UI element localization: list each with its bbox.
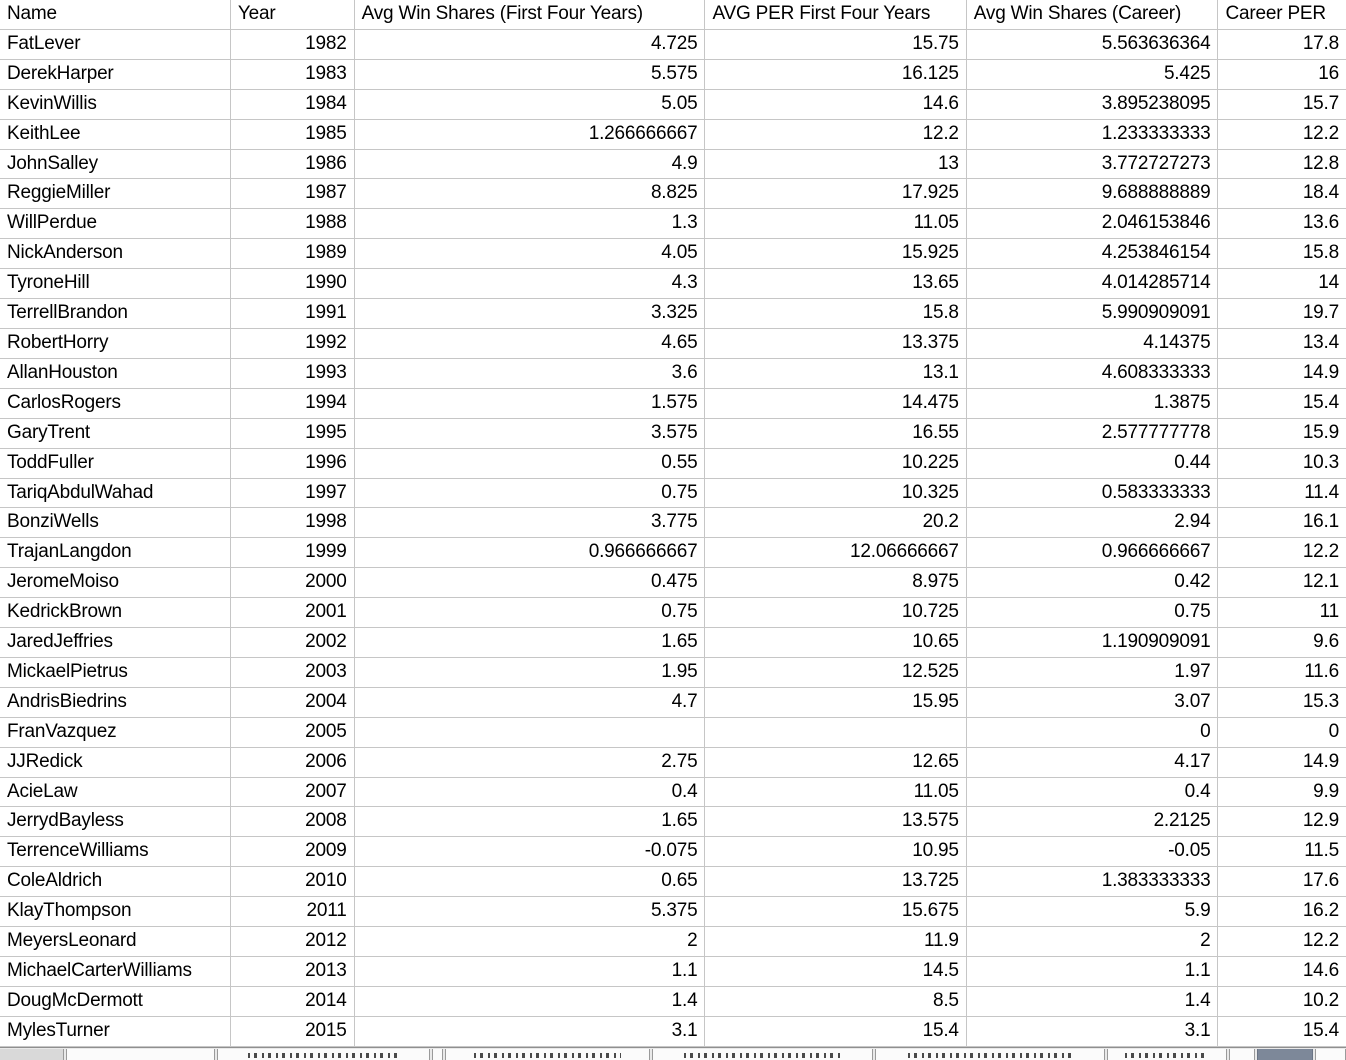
cell-perc-1997[interactable]: 11.4 [1218, 478, 1346, 508]
table-row [0, 358, 1346, 388]
table-row [0, 897, 1346, 927]
cell-name-2012[interactable]: MeyersLeonard [0, 927, 230, 957]
sheet-tab[interactable] [66, 1049, 215, 1060]
cell-wsc-2006[interactable]: 4.17 [966, 747, 1218, 777]
sheet-tab[interactable] [445, 1049, 650, 1060]
cell-name-2002[interactable]: JaredJeffries [0, 628, 230, 658]
cell-per4-2007[interactable]: 11.05 [705, 777, 966, 807]
cell-perc-2007[interactable]: 9.9 [1218, 777, 1346, 807]
header-cell-wsc[interactable]: Avg Win Shares (Career) [966, 0, 1218, 29]
cell-per4-2004[interactable]: 15.95 [705, 687, 966, 717]
cell-per4-1987[interactable]: 17.925 [705, 179, 966, 209]
table-row [0, 29, 1346, 59]
cell-perc-1986[interactable]: 12.8 [1218, 149, 1346, 179]
cell-name-2006[interactable]: JJRedick [0, 747, 230, 777]
sheet-tab[interactable] [1229, 1049, 1255, 1060]
cell-per4-1985[interactable]: 12.2 [705, 119, 966, 149]
cell-perc-1998[interactable]: 16.1 [1218, 508, 1346, 538]
cell-wsc-1985[interactable]: 1.233333333 [966, 119, 1218, 149]
cell-name-1989[interactable]: NickAnderson [0, 239, 230, 269]
cell-name-1998[interactable]: BonziWells [0, 508, 230, 538]
cell-ws4-1993[interactable]: 3.6 [354, 358, 705, 388]
cell-name-2009[interactable]: TerrenceWilliams [0, 837, 230, 867]
cell-year-2011[interactable]: 2011 [230, 897, 354, 927]
cell-year-1992[interactable]: 1992 [230, 328, 354, 358]
cell-per4-1997[interactable]: 10.325 [705, 478, 966, 508]
cell-year-2006[interactable]: 2006 [230, 747, 354, 777]
cell-per4-2002[interactable]: 10.65 [705, 628, 966, 658]
table-row [0, 209, 1346, 239]
sheet-tab-label-clipped [474, 1053, 620, 1058]
cell-name-1994[interactable]: CarlosRogers [0, 388, 230, 418]
cell-wsc-2015[interactable]: 3.1 [966, 1016, 1218, 1046]
cell-per4-2011[interactable]: 15.675 [705, 897, 966, 927]
cell-perc-2014[interactable]: 10.2 [1218, 986, 1346, 1016]
cell-year-1983[interactable]: 1983 [230, 59, 354, 89]
cell-wsc-2013[interactable]: 1.1 [966, 957, 1218, 987]
cell-per4-1992[interactable]: 13.375 [705, 328, 966, 358]
table-row [0, 717, 1346, 747]
cell-ws4-1996[interactable]: 0.55 [354, 448, 705, 478]
cell-perc-1989[interactable]: 15.8 [1218, 239, 1346, 269]
cell-wsc-1991[interactable]: 5.990909091 [966, 299, 1218, 329]
cell-per4-1984[interactable]: 14.6 [705, 89, 966, 119]
table-row [0, 179, 1346, 209]
table-row [0, 927, 1346, 957]
table-row [0, 299, 1346, 329]
cell-per4-2015[interactable]: 15.4 [705, 1016, 966, 1046]
cell-per4-1996[interactable]: 10.225 [705, 448, 966, 478]
sheet-tab[interactable] [1107, 1049, 1227, 1060]
table-row [0, 328, 1346, 358]
table-body [0, 29, 1346, 1046]
cell-wsc-1983[interactable]: 5.425 [966, 59, 1218, 89]
cell-ws4-1999[interactable]: 0.966666667 [354, 538, 705, 568]
cell-year-2003[interactable]: 2003 [230, 657, 354, 687]
cell-name-1983[interactable]: DerekHarper [0, 59, 230, 89]
header-cell-ws4[interactable]: Avg Win Shares (First Four Years) [354, 0, 705, 29]
cell-ws4-2015[interactable]: 3.1 [354, 1016, 705, 1046]
cell-year-1994[interactable]: 1994 [230, 388, 354, 418]
table-row [0, 598, 1346, 628]
cell-perc-1984[interactable]: 15.7 [1218, 89, 1346, 119]
cell-perc-2003[interactable]: 11.6 [1218, 657, 1346, 687]
cell-year-2002[interactable]: 2002 [230, 628, 354, 658]
header-cell-year[interactable]: Year [230, 0, 354, 29]
cell-ws4-2010[interactable]: 0.65 [354, 867, 705, 897]
cell-ws4-1998[interactable]: 3.775 [354, 508, 705, 538]
cell-per4-1993[interactable]: 13.1 [705, 358, 966, 388]
cell-year-1990[interactable]: 1990 [230, 269, 354, 299]
cell-per4-2009[interactable]: 10.95 [705, 837, 966, 867]
cell-perc-1999[interactable]: 12.2 [1218, 538, 1346, 568]
cell-wsc-2008[interactable]: 2.2125 [966, 807, 1218, 837]
sheet-tab[interactable] [875, 1049, 1105, 1060]
cell-wsc-2007[interactable]: 0.4 [966, 777, 1218, 807]
header-cell-per4[interactable]: AVG PER First Four Years [705, 0, 966, 29]
cell-ws4-2006[interactable]: 2.75 [354, 747, 705, 777]
cell-perc-2005[interactable]: 0 [1218, 717, 1346, 747]
cell-perc-2006[interactable]: 14.9 [1218, 747, 1346, 777]
cell-ws4-1989[interactable]: 4.05 [354, 239, 705, 269]
cell-ws4-1988[interactable]: 1.3 [354, 209, 705, 239]
cell-perc-2015[interactable]: 15.4 [1218, 1016, 1346, 1046]
cell-year-2001[interactable]: 2001 [230, 598, 354, 628]
cell-year-2004[interactable]: 2004 [230, 687, 354, 717]
cell-per4-1998[interactable]: 20.2 [705, 508, 966, 538]
cell-perc-2002[interactable]: 9.6 [1218, 628, 1346, 658]
sheet-tab-bar [0, 1047, 1346, 1060]
cell-perc-1994[interactable]: 15.4 [1218, 388, 1346, 418]
tab-scroll-control[interactable] [0, 1049, 64, 1060]
header-cell-perc[interactable]: Career PER [1218, 0, 1346, 29]
cell-per4-1995[interactable]: 16.55 [705, 418, 966, 448]
table-row [0, 478, 1346, 508]
cell-wsc-2014[interactable]: 1.4 [966, 986, 1218, 1016]
cell-ws4-2014[interactable]: 1.4 [354, 986, 705, 1016]
cell-perc-2011[interactable]: 16.2 [1218, 897, 1346, 927]
table-row [0, 657, 1346, 687]
cell-ws4-2004[interactable]: 4.7 [354, 687, 705, 717]
cell-name-1999[interactable]: TrajanLangdon [0, 538, 230, 568]
cell-year-2012[interactable]: 2012 [230, 927, 354, 957]
cell-wsc-2005[interactable]: 0 [966, 717, 1218, 747]
cell-ws4-1982[interactable]: 4.725 [354, 29, 705, 59]
cell-year-1998[interactable]: 1998 [230, 508, 354, 538]
cell-year-1984[interactable]: 1984 [230, 89, 354, 119]
cell-perc-2010[interactable]: 17.6 [1218, 867, 1346, 897]
cell-per4-1989[interactable]: 15.925 [705, 239, 966, 269]
cell-name-1985[interactable]: KeithLee [0, 119, 230, 149]
cell-ws4-1997[interactable]: 0.75 [354, 478, 705, 508]
cell-perc-1988[interactable]: 13.6 [1218, 209, 1346, 239]
cell-perc-1982[interactable]: 17.8 [1218, 29, 1346, 59]
cell-perc-2001[interactable]: 11 [1218, 598, 1346, 628]
cell-year-1999[interactable]: 1999 [230, 538, 354, 568]
table-row [0, 747, 1346, 777]
cell-ws4-1992[interactable]: 4.65 [354, 328, 705, 358]
cell-wsc-1996[interactable]: 0.44 [966, 448, 1218, 478]
cell-year-2009[interactable]: 2009 [230, 837, 354, 867]
cell-ws4-1985[interactable]: 1.266666667 [354, 119, 705, 149]
cell-perc-2000[interactable]: 12.1 [1218, 568, 1346, 598]
cell-name-1984[interactable]: KevinWillis [0, 89, 230, 119]
cell-perc-1993[interactable]: 14.9 [1218, 358, 1346, 388]
cell-perc-2004[interactable]: 15.3 [1218, 687, 1346, 717]
cell-ws4-1984[interactable]: 5.05 [354, 89, 705, 119]
cell-ws4-2005[interactable] [354, 717, 705, 747]
cell-ws4-1995[interactable]: 3.575 [354, 418, 705, 448]
cell-per4-1991[interactable]: 15.8 [705, 299, 966, 329]
cell-year-1996[interactable]: 1996 [230, 448, 354, 478]
sheet-tab-label-clipped [684, 1053, 842, 1058]
cell-wsc-1995[interactable]: 2.577777778 [966, 418, 1218, 448]
cell-per4-2006[interactable]: 12.65 [705, 747, 966, 777]
cell-year-1985[interactable]: 1985 [230, 119, 354, 149]
cell-per4-1983[interactable]: 16.125 [705, 59, 966, 89]
sheet-tab[interactable] [432, 1049, 443, 1060]
cell-wsc-1982[interactable]: 5.563636364 [966, 29, 1218, 59]
table-row [0, 508, 1346, 538]
cell-year-1993[interactable]: 1993 [230, 358, 354, 388]
cell-wsc-1999[interactable]: 0.966666667 [966, 538, 1218, 568]
cell-wsc-2011[interactable]: 5.9 [966, 897, 1218, 927]
cell-name-1986[interactable]: JohnSalley [0, 149, 230, 179]
cell-wsc-2012[interactable]: 2 [966, 927, 1218, 957]
cell-year-1987[interactable]: 1987 [230, 179, 354, 209]
cell-per4-2010[interactable]: 13.725 [705, 867, 966, 897]
sheet-tab[interactable] [652, 1049, 873, 1060]
table-row [0, 628, 1346, 658]
cell-ws4-1991[interactable]: 3.325 [354, 299, 705, 329]
cell-year-1986[interactable]: 1986 [230, 149, 354, 179]
cell-year-2013[interactable]: 2013 [230, 957, 354, 987]
cell-perc-2009[interactable]: 11.5 [1218, 837, 1346, 867]
table-row [0, 957, 1346, 987]
cell-name-2003[interactable]: MickaelPietrus [0, 657, 230, 687]
cell-perc-1991[interactable]: 19.7 [1218, 299, 1346, 329]
cell-wsc-1993[interactable]: 4.608333333 [966, 358, 1218, 388]
table-row [0, 1016, 1346, 1046]
cell-wsc-2010[interactable]: 1.383333333 [966, 867, 1218, 897]
table-row [0, 418, 1346, 448]
cell-wsc-1998[interactable]: 2.94 [966, 508, 1218, 538]
sheet-tab[interactable] [217, 1049, 430, 1060]
cell-wsc-1997[interactable]: 0.583333333 [966, 478, 1218, 508]
sheet-tab-label-clipped [1125, 1053, 1210, 1058]
cell-name-1992[interactable]: RobertHorry [0, 328, 230, 358]
cell-name-2010[interactable]: ColeAldrich [0, 867, 230, 897]
cell-wsc-1990[interactable]: 4.014285714 [966, 269, 1218, 299]
cell-wsc-1989[interactable]: 4.253846154 [966, 239, 1218, 269]
cell-year-1988[interactable]: 1988 [230, 209, 354, 239]
cell-perc-1985[interactable]: 12.2 [1218, 119, 1346, 149]
cell-name-1990[interactable]: TyroneHill [0, 269, 230, 299]
table-row [0, 867, 1346, 897]
cell-year-2000[interactable]: 2000 [230, 568, 354, 598]
cell-ws4-2000[interactable]: 0.475 [354, 568, 705, 598]
cell-ws4-1983[interactable]: 5.575 [354, 59, 705, 89]
cell-name-1988[interactable]: WillPerdue [0, 209, 230, 239]
cell-ws4-1994[interactable]: 1.575 [354, 388, 705, 418]
cell-wsc-2009[interactable]: -0.05 [966, 837, 1218, 867]
header-cell-name[interactable]: Name [0, 0, 230, 29]
cell-wsc-1986[interactable]: 3.772727273 [966, 149, 1218, 179]
cell-ws4-1987[interactable]: 8.825 [354, 179, 705, 209]
sheet-tab[interactable] [1315, 1049, 1346, 1060]
sheet-tab-label-clipped [248, 1053, 400, 1058]
cell-wsc-2001[interactable]: 0.75 [966, 598, 1218, 628]
cell-name-1993[interactable]: AllanHouston [0, 358, 230, 388]
cell-wsc-1984[interactable]: 3.895238095 [966, 89, 1218, 119]
cell-year-2015[interactable]: 2015 [230, 1016, 354, 1046]
cell-name-2004[interactable]: AndrisBiedrins [0, 687, 230, 717]
cell-per4-1999[interactable]: 12.06666667 [705, 538, 966, 568]
cell-ws4-2013[interactable]: 1.1 [354, 957, 705, 987]
table-row [0, 388, 1346, 418]
table-row [0, 986, 1346, 1016]
cell-name-2013[interactable]: MichaelCarterWilliams [0, 957, 230, 987]
cell-name-2015[interactable]: MylesTurner [0, 1016, 230, 1046]
table-row [0, 538, 1346, 568]
cell-name-1995[interactable]: GaryTrent [0, 418, 230, 448]
cell-name-2014[interactable]: DougMcDermott [0, 986, 230, 1016]
cell-ws4-2009[interactable]: -0.075 [354, 837, 705, 867]
cell-name-2008[interactable]: JerrydBayless [0, 807, 230, 837]
cell-name-2001[interactable]: KedrickBrown [0, 598, 230, 628]
cell-ws4-2007[interactable]: 0.4 [354, 777, 705, 807]
cell-wsc-2002[interactable]: 1.190909091 [966, 628, 1218, 658]
cell-per4-1988[interactable]: 11.05 [705, 209, 966, 239]
cell-name-1991[interactable]: TerrellBrandon [0, 299, 230, 329]
cell-name-1987[interactable]: ReggieMiller [0, 179, 230, 209]
cell-per4-2008[interactable]: 13.575 [705, 807, 966, 837]
cell-year-1989[interactable]: 1989 [230, 239, 354, 269]
cell-per4-2014[interactable]: 8.5 [705, 986, 966, 1016]
cell-perc-1996[interactable]: 10.3 [1218, 448, 1346, 478]
table-row [0, 269, 1346, 299]
table-row [0, 448, 1346, 478]
cell-perc-2008[interactable]: 12.9 [1218, 807, 1346, 837]
table-row [0, 239, 1346, 269]
cell-wsc-1994[interactable]: 1.3875 [966, 388, 1218, 418]
table-row [0, 807, 1346, 837]
header-row [0, 0, 1346, 29]
cell-name-1982[interactable]: FatLever [0, 29, 230, 59]
table-row [0, 149, 1346, 179]
table-row [0, 89, 1346, 119]
cell-wsc-2004[interactable]: 3.07 [966, 687, 1218, 717]
cell-perc-2013[interactable]: 14.6 [1218, 957, 1346, 987]
cell-perc-1992[interactable]: 13.4 [1218, 328, 1346, 358]
table-row [0, 687, 1346, 717]
cell-year-1997[interactable]: 1997 [230, 478, 354, 508]
cell-per4-1990[interactable]: 13.65 [705, 269, 966, 299]
cell-per4-1986[interactable]: 13 [705, 149, 966, 179]
cell-per4-2000[interactable]: 8.975 [705, 568, 966, 598]
cell-wsc-2003[interactable]: 1.97 [966, 657, 1218, 687]
cell-name-2007[interactable]: AcieLaw [0, 777, 230, 807]
table-row [0, 59, 1346, 89]
scrollbar-thumb[interactable] [1257, 1049, 1313, 1060]
cell-wsc-1988[interactable]: 2.046153846 [966, 209, 1218, 239]
cell-ws4-2008[interactable]: 1.65 [354, 807, 705, 837]
cell-year-2010[interactable]: 2010 [230, 867, 354, 897]
cell-name-1996[interactable]: ToddFuller [0, 448, 230, 478]
table-row [0, 777, 1346, 807]
table-row [0, 837, 1346, 867]
cell-perc-2012[interactable]: 12.2 [1218, 927, 1346, 957]
cell-ws4-2012[interactable]: 2 [354, 927, 705, 957]
cell-year-2005[interactable]: 2005 [230, 717, 354, 747]
cell-year-2014[interactable]: 2014 [230, 986, 354, 1016]
cell-per4-2013[interactable]: 14.5 [705, 957, 966, 987]
cell-per4-2003[interactable]: 12.525 [705, 657, 966, 687]
cell-year-2008[interactable]: 2008 [230, 807, 354, 837]
cell-ws4-2011[interactable]: 5.375 [354, 897, 705, 927]
cell-year-1991[interactable]: 1991 [230, 299, 354, 329]
cell-per4-2012[interactable]: 11.9 [705, 927, 966, 957]
cell-per4-2005[interactable] [705, 717, 966, 747]
cell-wsc-2000[interactable]: 0.42 [966, 568, 1218, 598]
cell-year-2007[interactable]: 2007 [230, 777, 354, 807]
cell-wsc-1987[interactable]: 9.688888889 [966, 179, 1218, 209]
cell-per4-2001[interactable]: 10.725 [705, 598, 966, 628]
cell-perc-1990[interactable]: 14 [1218, 269, 1346, 299]
cell-ws4-1986[interactable]: 4.9 [354, 149, 705, 179]
cell-ws4-2001[interactable]: 0.75 [354, 598, 705, 628]
cell-name-2000[interactable]: JeromeMoiso [0, 568, 230, 598]
cell-per4-1994[interactable]: 14.475 [705, 388, 966, 418]
cell-name-2005[interactable]: FranVazquez [0, 717, 230, 747]
cell-name-1997[interactable]: TariqAbdulWahad [0, 478, 230, 508]
cell-year-1995[interactable]: 1995 [230, 418, 354, 448]
sheet-tab-label-clipped [908, 1053, 1072, 1058]
cell-per4-1982[interactable]: 15.75 [705, 29, 966, 59]
cell-name-2011[interactable]: KlayThompson [0, 897, 230, 927]
cell-ws4-2003[interactable]: 1.95 [354, 657, 705, 687]
cell-perc-1995[interactable]: 15.9 [1218, 418, 1346, 448]
cell-year-1982[interactable]: 1982 [230, 29, 354, 59]
table-row [0, 119, 1346, 149]
cell-ws4-1990[interactable]: 4.3 [354, 269, 705, 299]
cell-wsc-1992[interactable]: 4.14375 [966, 328, 1218, 358]
cell-perc-1987[interactable]: 18.4 [1218, 179, 1346, 209]
cell-perc-1983[interactable]: 16 [1218, 59, 1346, 89]
table-row [0, 568, 1346, 598]
cell-ws4-2002[interactable]: 1.65 [354, 628, 705, 658]
